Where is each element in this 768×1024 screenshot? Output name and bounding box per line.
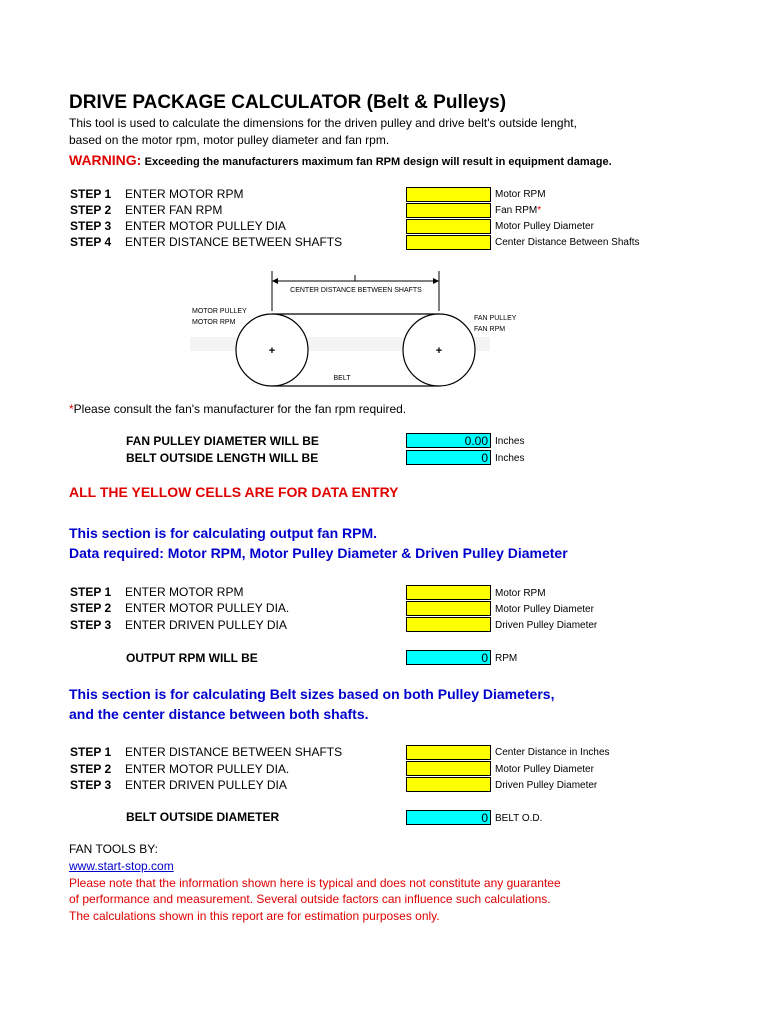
motor-rpm-caption: MOTOR RPM — [192, 319, 236, 326]
warning-text: Exceeding the manufacturers maximum fan RPM design will result in equipment damage. — [144, 156, 612, 168]
intro-line-1: This tool is used to calculate the dimensions for the driven pulley and drive belt's outside lenght, — [69, 116, 577, 130]
s1-step-2 — [70, 202, 222, 218]
warning-label: WARNING: — [69, 152, 142, 168]
s1-step-3 — [70, 218, 286, 234]
fan-shaft-plus-icon: + — [435, 345, 443, 357]
s2-motor-rpm-label: Motor RPM — [495, 588, 546, 599]
belt-outside-length-result-label: BELT OUTSIDE LENGTH WILL BE — [126, 451, 319, 465]
step-number: STEP 2 — [70, 203, 112, 217]
section3-heading-1: This section is for calculating Belt sizes based on both Pulley Diameters, — [69, 686, 555, 702]
step-text: ENTER MOTOR PULLEY DIA. — [125, 601, 290, 615]
step-number: STEP 3 — [70, 778, 112, 792]
fan-tools-credit: FAN TOOLS BY: — [69, 842, 158, 856]
s2-step-3 — [70, 617, 287, 633]
section3-heading-2: and the center distance between both shafts. — [69, 706, 369, 722]
step-text: ENTER MOTOR RPM — [125, 585, 244, 599]
dimension-arrow-left — [272, 278, 278, 284]
s2-step-1 — [70, 584, 243, 600]
motor-pulley-caption: MOTOR PULLEY — [192, 308, 247, 315]
s3-step-3 — [70, 777, 287, 793]
note-text: Please consult the fan's manufacturer for the fan rpm required. — [73, 402, 407, 416]
step-number: STEP 1 — [70, 585, 112, 599]
fan-rpm-input[interactable] — [406, 203, 491, 218]
dimension-arrow-right — [433, 278, 439, 284]
step-text: ENTER DRIVEN PULLEY DIA — [125, 618, 287, 632]
yellow-cells-note: ALL THE YELLOW CELLS ARE FOR DATA ENTRY — [69, 484, 399, 500]
fan-rpm-label: Fan RPM — [495, 205, 538, 216]
center-distance-caption: CENTER DISTANCE BETWEEN SHAFTS — [290, 287, 422, 294]
note-asterisk: * — [69, 402, 74, 416]
step-text: ENTER DISTANCE BETWEEN SHAFTS — [125, 745, 343, 759]
belt-outside-length-unit: Inches — [495, 453, 525, 464]
s3-step-1 — [70, 744, 342, 760]
center-distance-input[interactable] — [406, 235, 491, 250]
output-rpm-output: 0 — [406, 650, 491, 665]
motor-rpm-input[interactable] — [406, 187, 491, 202]
output-rpm-unit: RPM — [495, 653, 518, 664]
disclaimer-line-2: of performance and measurement. Several outside factors can influence such calculations. — [69, 892, 551, 906]
section2-heading-2: Data required: Motor RPM, Motor Pulley Diameter & Driven Pulley Diameter — [69, 545, 568, 561]
s2-step-2 — [70, 600, 289, 616]
disclaimer-line-1: Please note that the information shown here is typical and does not constitute any guarantee — [69, 876, 561, 890]
s1-step-1 — [70, 186, 243, 202]
belt-outside-diameter-unit: BELT O.D. — [495, 813, 543, 824]
section2-heading-1: This section is for calculating output fan RPM. — [69, 525, 378, 541]
s3-center-distance-input[interactable] — [406, 745, 491, 760]
step-text: ENTER DRIVEN PULLEY DIA — [125, 778, 287, 792]
step-text: ENTER MOTOR PULLEY DIA. — [125, 762, 290, 776]
center-distance-label: Center Distance Between Shafts — [495, 237, 640, 248]
step-text: ENTER FAN RPM — [125, 203, 223, 217]
belt-outside-diameter-result-label: BELT OUTSIDE DIAMETER — [126, 810, 280, 824]
fan-pulley-caption: FAN PULLEY — [474, 315, 517, 322]
step-text: ENTER DISTANCE BETWEEN SHAFTS — [125, 235, 343, 249]
start-stop-link[interactable]: www.start-stop.com — [69, 859, 174, 873]
step-number: STEP 4 — [70, 235, 112, 249]
step-number: STEP 2 — [70, 762, 112, 776]
output-rpm-result-label: OUTPUT RPM WILL BE — [126, 651, 258, 665]
fan-rpm-asterisk: * — [537, 205, 542, 216]
page-title: DRIVE PACKAGE CALCULATOR (Belt & Pulleys) — [69, 92, 507, 113]
motor-pulley-dia-label: Motor Pulley Diameter — [495, 221, 594, 232]
step-number: STEP 2 — [70, 601, 112, 615]
step-number: STEP 1 — [70, 745, 112, 759]
warning-line — [69, 152, 612, 168]
s3-driven-pulley-dia-label: Driven Pulley Diameter — [495, 780, 598, 791]
belt-outside-diameter-output: 0 — [406, 810, 491, 825]
s3-center-distance-label: Center Distance in Inches — [495, 747, 610, 758]
motor-rpm-label: Motor RPM — [495, 189, 546, 200]
s1-step-4 — [70, 234, 342, 250]
s2-motor-rpm-input[interactable] — [406, 585, 491, 600]
motor-shaft-plus-icon: + — [268, 345, 276, 357]
s2-driven-pulley-dia-label: Driven Pulley Diameter — [495, 620, 598, 631]
s3-driven-pulley-dia-input[interactable] — [406, 777, 491, 792]
motor-pulley-dia-input[interactable] — [406, 219, 491, 234]
step-number: STEP 3 — [70, 618, 112, 632]
s2-motor-pulley-dia-label: Motor Pulley Diameter — [495, 604, 594, 615]
belt-caption: BELT — [333, 375, 351, 382]
fan-rpm-label-wrap — [495, 203, 541, 219]
step-number: STEP 1 — [70, 187, 112, 201]
step-number: STEP 3 — [70, 219, 112, 233]
belt-pulley-diagram — [180, 265, 520, 390]
fan-pulley-diameter-result-label: FAN PULLEY DIAMETER WILL BE — [126, 434, 319, 448]
s3-motor-pulley-dia-label: Motor Pulley Diameter — [495, 764, 594, 775]
disclaimer-line-3: The calculations shown in this report are for estimation purposes only. — [69, 909, 440, 923]
fan-pulley-diameter-output: 0.00 — [406, 433, 491, 448]
s2-driven-pulley-dia-input[interactable] — [406, 617, 491, 632]
intro-line-2: based on the motor rpm, motor pulley diameter and fan rpm. — [69, 133, 390, 147]
fan-rpm-note — [69, 402, 406, 416]
s3-motor-pulley-dia-input[interactable] — [406, 761, 491, 776]
belt-outside-length-output: 0 — [406, 450, 491, 465]
step-text: ENTER MOTOR PULLEY DIA — [125, 219, 286, 233]
fan-pulley-diameter-unit: Inches — [495, 436, 525, 447]
s2-motor-pulley-dia-input[interactable] — [406, 601, 491, 616]
step-text: ENTER MOTOR RPM — [125, 187, 244, 201]
s3-step-2 — [70, 761, 289, 777]
fan-rpm-caption: FAN RPM — [474, 326, 506, 333]
